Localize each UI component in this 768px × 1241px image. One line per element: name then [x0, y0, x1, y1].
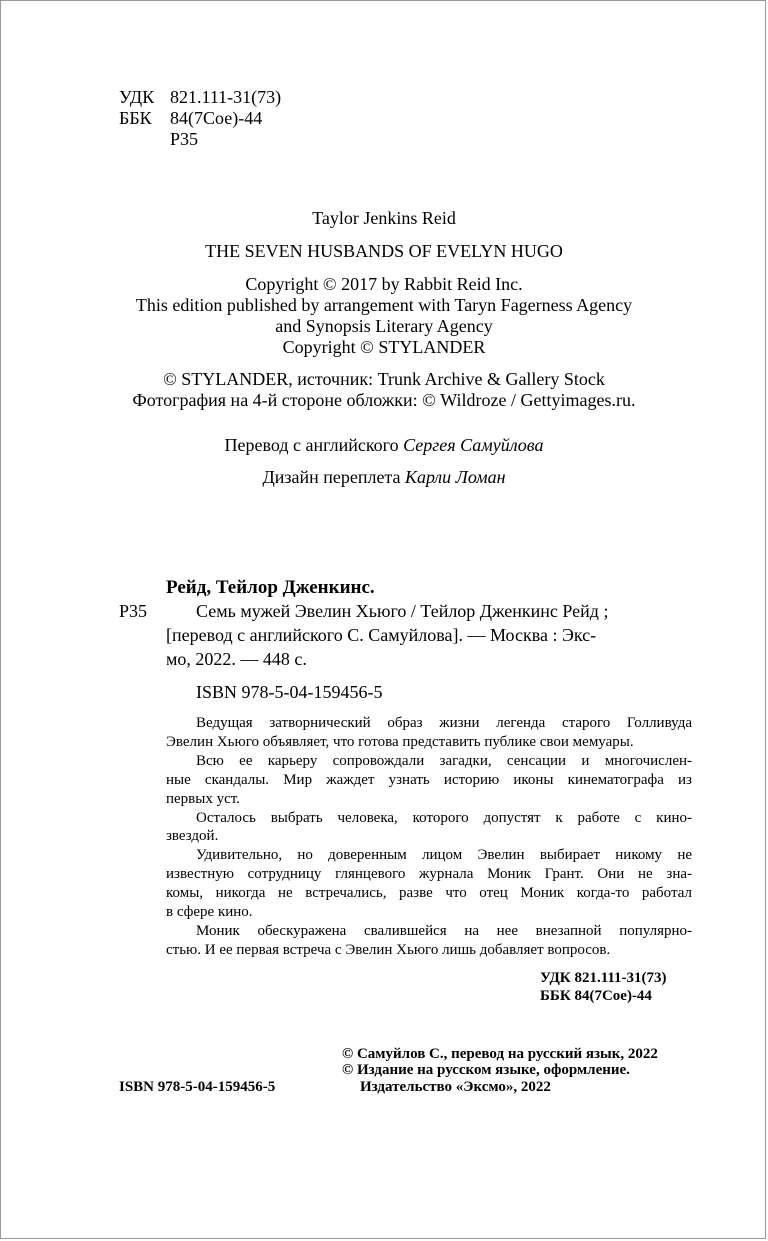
- footer-copyright-3: Издательство «Эксмо», 2022: [360, 1079, 551, 1095]
- annotation-paragraph: Осталось выбрать человека, которого допустят к работе с кино- звездой.: [166, 809, 692, 845]
- translation-prefix: Перевод с английского: [224, 435, 404, 455]
- designer-name: Карли Ломан: [405, 467, 506, 487]
- copyright-line: This edition published by arrangement with Taryn Fagerness Agency: [135, 295, 633, 315]
- translator-name: Сергея Самуйлова: [403, 435, 544, 455]
- design-prefix: Дизайн переплета: [262, 467, 406, 487]
- bottom-udk: УДК 821.111-31(73): [540, 970, 667, 986]
- catalog-mark: Р35: [119, 601, 148, 621]
- design-credit: [1, 467, 767, 488]
- copyright-line: Copyright © STYLANDER: [282, 337, 486, 357]
- photo-credit-line: © STYLANDER, источник: Trunk Archive & Gallery Stock: [163, 369, 605, 389]
- author-mark: Р35: [170, 129, 199, 149]
- original-title: THE SEVEN HUSBANDS OF EVELYN HUGO: [205, 241, 563, 261]
- udk-label: УДК: [119, 87, 155, 107]
- catalog-heading: Рейд, Тейлор Дженкинс.: [166, 577, 375, 598]
- footer-copyright-2: © Издание на русском языке, оформление.: [342, 1062, 630, 1078]
- copyright-line: and Synopsis Literary Agency: [275, 316, 493, 336]
- photo-credit-line: Фотография на 4-й стороне обложки: © Wildroze / Gettyimages.ru.: [132, 390, 636, 410]
- bottom-bbk: ББК 84(7Сое)-44: [540, 988, 652, 1004]
- catalog-line-2: [перевод с английского С. Самуйлова]. — Москва : Экс-: [166, 625, 597, 645]
- copyright-line: Copyright © 2017 by Rabbit Reid Inc.: [245, 274, 523, 294]
- catalog-isbn: ISBN 978-5-04-159456-5: [196, 682, 383, 702]
- original-author: Taylor Jenkins Reid: [312, 208, 456, 228]
- annotation-paragraph: Удивительно, но доверенным лицом Эвелин выбирает никому не известную сотрудницу глянцевого журнала Моник Грант. Они не зна- комы, никогда не встречались, разве что отец Моник когда-то работал в сфере кино.: [166, 847, 692, 921]
- catalog-line-1: Семь мужей Эвелин Хьюго / Тейлор Дженкинс Рейд ;: [196, 601, 609, 621]
- photo-credits: [1, 369, 767, 411]
- annotation-paragraph: Всю ее карьеру сопровождали загадки, сенсации и многочислен- ные скандалы. Мир жаждет узнать историю иконы кинематографа из первых уст.: [166, 752, 692, 807]
- footer-copyright-1: © Самуйлов С., перевод на русский язык, 2022: [342, 1046, 658, 1062]
- catalog-line-3: мо, 2022. — 448 с.: [166, 649, 307, 669]
- footer-isbn: ISBN 978-5-04-159456-5: [119, 1079, 276, 1095]
- bbk-value: 84(7Сое)-44: [170, 108, 263, 128]
- annotation-paragraph: Ведущая затворнический образ жизни легенда старого Голливуда Эвелин Хьюго объявляет, что готова представить публике свои мемуары.: [166, 715, 692, 750]
- translation-credit: [1, 435, 767, 456]
- bbk-label: ББК: [119, 108, 152, 128]
- udk-value: 821.111-31(73): [170, 87, 282, 107]
- annotation: [166, 714, 692, 960]
- annotation-paragraph: Моник обескуражена свалившейся на нее внезапной популярно- стью. И ее первая встреча с Эвелин Хьюго лишь добавляет вопросов.: [166, 922, 692, 958]
- original-copyright: [1, 274, 767, 358]
